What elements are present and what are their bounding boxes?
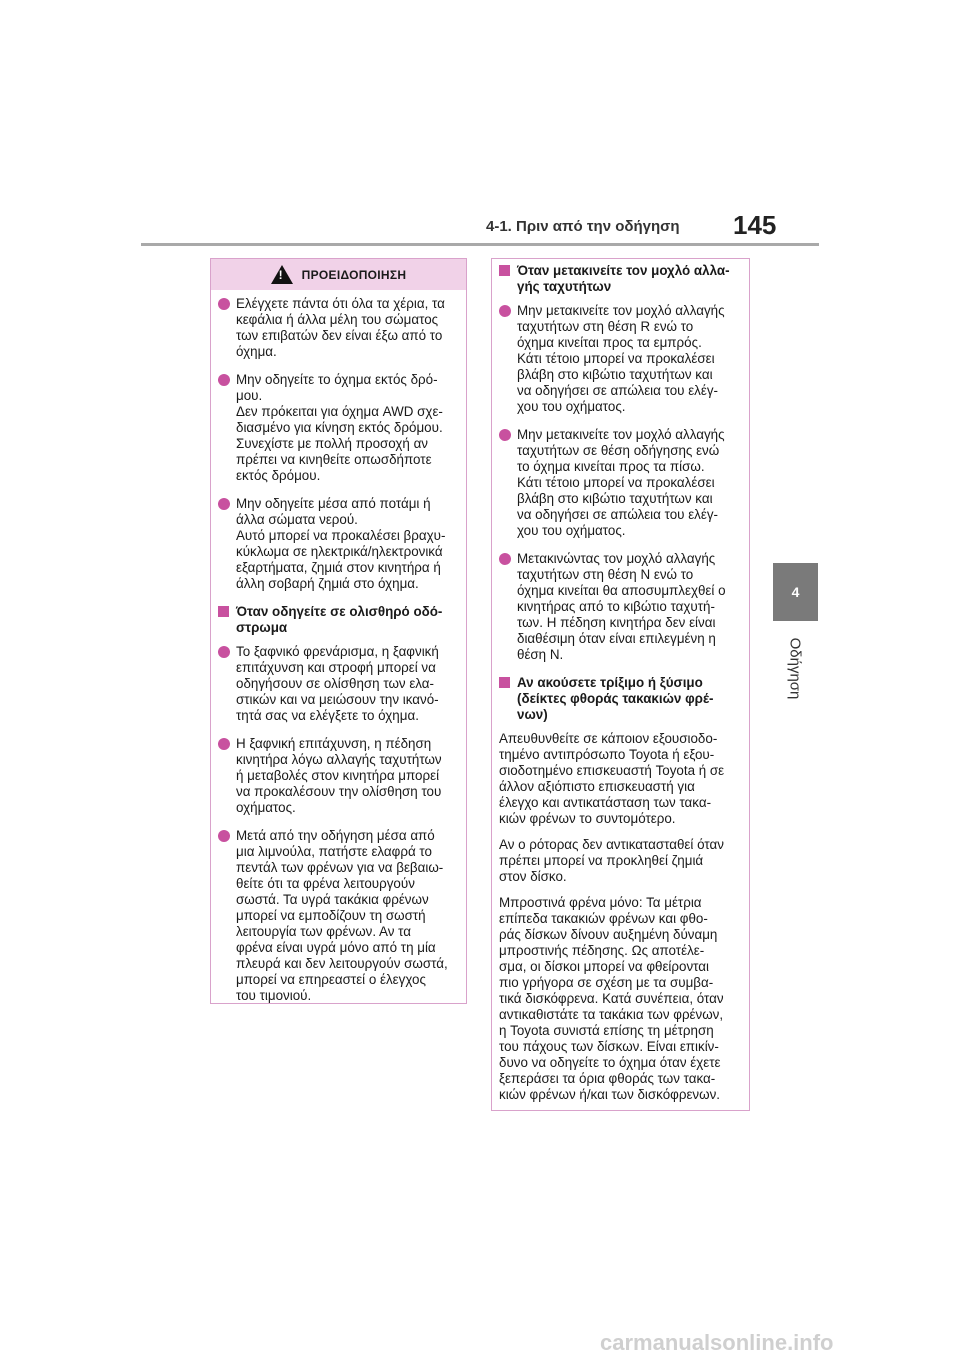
text-line: τημένο αντιπρόσωπο Toyota ή εξου- bbox=[499, 747, 715, 762]
text-line: κινητήρα λόγω αλλαγής ταχυτήτων bbox=[236, 752, 442, 767]
text-line: βλάβη στο κιβώτιο ταχυτήτων και bbox=[517, 367, 713, 382]
square-bullet-icon bbox=[218, 606, 229, 617]
text-line: διαθέσιμη όταν είναι επιλεγμένη η bbox=[517, 631, 716, 646]
round-bullet-icon bbox=[218, 646, 230, 658]
text-line: κεφάλια ή άλλα μέλη του σώματος bbox=[236, 312, 439, 327]
bullet-item bbox=[218, 644, 456, 724]
text-line: να οδηγήσει σε απώλεια του ελέγ- bbox=[517, 507, 719, 522]
text-line: εξαρτήματα, ζημιά στον κινητήρα ή bbox=[236, 560, 441, 575]
text-line: το όχημα κινείται προς τα πίσω. bbox=[517, 459, 705, 474]
info-box bbox=[491, 258, 750, 1111]
text-line: μια λιμνούλα, πατήστε ελαφρά το bbox=[236, 844, 432, 859]
text-line: Αυτό μπορεί να προκαλέσει βραχυ- bbox=[236, 528, 446, 543]
chapter-tab[interactable]: 4 bbox=[773, 563, 818, 621]
text-line: (δείκτες φθοράς τακακιών φρέ- bbox=[517, 691, 714, 706]
text-line: μπορεί να επηρεαστεί ο έλεγχος bbox=[236, 972, 426, 987]
watermark: carmanualsonline.info bbox=[600, 1330, 834, 1355]
text-line: ταχυτήτων στη θέση R ενώ το bbox=[517, 319, 694, 334]
text-line: πλευρά και δεν λειτουργούν σωστά, bbox=[236, 956, 448, 971]
section-heading bbox=[499, 263, 739, 295]
round-bullet-icon bbox=[499, 553, 511, 565]
page-number: 145 bbox=[733, 210, 777, 240]
text-line: οχήματος. bbox=[236, 800, 296, 815]
text-line: δυνο να οδηγείτε το όχημα όταν έχετε bbox=[499, 1055, 721, 1070]
bullet-item bbox=[218, 736, 456, 816]
text-line: άλλον αξιόπιστο επισκευαστή για bbox=[499, 779, 695, 794]
text-line: όχημα κινείται θα αποσυμπλεχθεί ο bbox=[517, 583, 726, 598]
text-line: μου. bbox=[236, 388, 263, 403]
text-line: κινητήρας από το κιβώτιο ταχυτή- bbox=[517, 599, 715, 614]
round-bullet-icon bbox=[499, 429, 511, 441]
warning-title: ΠΡΟΕΙΔΟΠΟΙΗΣΗ bbox=[301, 267, 407, 282]
text-line: η Toyota συνιστά επίσης τη μέτρηση bbox=[499, 1023, 714, 1038]
text-line: Κάτι τέτοιο μπορεί να προκαλέσει bbox=[517, 475, 715, 490]
text-line: άλλα σώματα νερού. bbox=[236, 512, 358, 527]
text-line: Η ξαφνική επιτάχυνση, η πέδηση bbox=[236, 736, 432, 751]
text-line: Μην οδηγείτε το όχημα εκτός δρό- bbox=[236, 372, 438, 387]
round-bullet-icon bbox=[218, 498, 230, 510]
text-line: Συνεχίστε με πολλή προσοχή αν bbox=[236, 436, 429, 451]
warning-body bbox=[211, 290, 466, 1004]
bullet-item bbox=[218, 296, 456, 360]
header-section-title: 4-1. Πριν από την οδήγηση bbox=[486, 218, 680, 235]
text-line: ταχυτήτων στη θέση N ενώ το bbox=[517, 567, 694, 582]
text-line: τητά σας να ελέγξετε το όχημα. bbox=[236, 708, 419, 723]
text-line: γής ταχυτήτων bbox=[517, 279, 612, 294]
section-heading bbox=[499, 675, 739, 723]
text-line: πρέπει να κινηθείτε οπωσδήποτε bbox=[236, 452, 432, 467]
text-line: Όταν οδηγείτε σε ολισθηρό οδό- bbox=[236, 604, 443, 619]
text-line: Κάτι τέτοιο μπορεί να προκαλέσει bbox=[517, 351, 715, 366]
text-line: επιτάχυνση και στροφή μπορεί να bbox=[236, 660, 436, 675]
text-line: πρέπει μπορεί να προκληθεί ζημιά bbox=[499, 853, 704, 868]
square-bullet-icon bbox=[499, 677, 510, 688]
text-line: Μετακινώντας τον μοχλό αλλαγής bbox=[517, 551, 716, 566]
text-line: σωστά. Τα υγρά τακάκια φρένων bbox=[236, 892, 429, 907]
round-bullet-icon bbox=[218, 738, 230, 750]
text-line: νων) bbox=[517, 707, 548, 722]
info-body bbox=[492, 259, 749, 1103]
text-line: κύκλωμα σε ηλεκτρικά/ηλεκτρονικά bbox=[236, 544, 443, 559]
text-line: Όταν μετακινείτε τον μοχλό αλλα- bbox=[517, 263, 730, 278]
bullet-item bbox=[218, 496, 456, 592]
text-line: θέση N. bbox=[517, 647, 564, 662]
text-line: θείτε ότι τα φρένα λειτουργούν bbox=[236, 876, 415, 891]
text-line: Μετά από την οδήγηση μέσα από bbox=[236, 828, 435, 843]
text-line: χου του οχήματος. bbox=[517, 399, 626, 414]
body-paragraph bbox=[499, 895, 739, 1103]
text-line: πιο γρήγορα σε σχέση με τα συμβα- bbox=[499, 975, 714, 990]
text-line: Δεν πρόκειται για όχημα AWD σχε- bbox=[236, 404, 443, 419]
text-line: να προκαλέσουν την ολίσθηση του bbox=[236, 784, 442, 799]
text-line: άλλη σοβαρή ζημιά στο όχημα. bbox=[236, 576, 419, 591]
text-line: μπορεί να εμποδίζουν τη σωστή bbox=[236, 908, 426, 923]
round-bullet-icon bbox=[218, 298, 230, 310]
bullet-item bbox=[499, 427, 739, 539]
text-line: σιοδοτημένο επισκευαστή Toyota ή σε bbox=[499, 763, 725, 778]
text-line: ή μεταβολές στον κινητήρα μπορεί bbox=[236, 768, 440, 783]
text-line: αντικαθιστάτε τα τακάκια των φρένων, bbox=[499, 1007, 724, 1022]
text-line: τικά δισκόφρενα. Κατά συνέπεια, όταν bbox=[499, 991, 724, 1006]
text-line: εκτός δρόμου. bbox=[236, 468, 321, 483]
text-line: φρένα είναι υγρά μόνο από τη μία bbox=[236, 940, 436, 955]
text-line: όχημα. bbox=[236, 344, 277, 359]
text-line: μπροστινής πέδησης. Ως αποτέλε- bbox=[499, 943, 705, 958]
text-line: Μην μετακινείτε τον μοχλό αλλαγής bbox=[517, 427, 725, 442]
text-line: Απευθυνθείτε σε κάποιον εξουσιοδο- bbox=[499, 731, 718, 746]
text-line: Αν ακούσετε τρίξιμο ή ξύσιμο bbox=[517, 675, 703, 690]
text-line: των επιβατών δεν είναι έξω από το bbox=[236, 328, 443, 343]
text-line: ταχυτήτων σε θέση οδήγησης ενώ bbox=[517, 443, 720, 458]
square-bullet-icon bbox=[499, 265, 510, 276]
text-line: βλάβη στο κιβώτιο ταχυτήτων και bbox=[517, 491, 713, 506]
text-line: έλεγχο και αντικατάσταση των τακα- bbox=[499, 795, 712, 810]
section-heading bbox=[218, 604, 456, 636]
text-line: στικών και να μειώσουν την ικανό- bbox=[236, 692, 439, 707]
round-bullet-icon bbox=[218, 830, 230, 842]
round-bullet-icon bbox=[499, 305, 511, 317]
header-rule bbox=[141, 243, 819, 246]
text-line: Ελέγχετε πάντα ότι όλα τα χέρια, τα bbox=[236, 296, 445, 311]
text-line: του πάχους των δίσκων. Είναι επικίν- bbox=[499, 1039, 719, 1054]
body-paragraph bbox=[499, 837, 739, 885]
text-line: Αν ο ρότορας δεν αντικατασταθεί όταν bbox=[499, 837, 724, 852]
text-line: λειτουργία των φρένων. Αν τα bbox=[236, 924, 411, 939]
text-line: κιών φρένων ή/και των δισκόφρενων. bbox=[499, 1087, 720, 1102]
chapter-label: Οδήγηση bbox=[786, 637, 804, 699]
body-paragraph bbox=[499, 731, 739, 827]
text-line: Μην οδηγείτε μέσα από ποτάμι ή bbox=[236, 496, 431, 511]
text-line: διασμένο για κίνηση εκτός δρόμου. bbox=[236, 420, 443, 435]
text-line: Μπροστινά φρένα μόνο: Τα μέτρια bbox=[499, 895, 702, 910]
bullet-item bbox=[218, 372, 456, 484]
text-line: στον δίσκο. bbox=[499, 869, 567, 884]
text-line: επίπεδα τακακιών φρένων και φθο- bbox=[499, 911, 708, 926]
text-line: Μην μετακινείτε τον μοχλό αλλαγής bbox=[517, 303, 725, 318]
text-line: πεντάλ των φρένων για να βεβαιω- bbox=[236, 860, 444, 875]
bullet-item bbox=[218, 828, 456, 1004]
text-line: ξεπεράσει τα όρια φθοράς των τακα- bbox=[499, 1071, 716, 1086]
text-line: του τιμονιού. bbox=[236, 988, 312, 1003]
text-line: Το ξαφνικό φρενάρισμα, η ξαφνική bbox=[236, 644, 439, 659]
round-bullet-icon bbox=[218, 374, 230, 386]
warning-header bbox=[211, 259, 466, 290]
text-line: ράς δίσκων δίνουν αυξημένη δύναμη bbox=[499, 927, 718, 942]
warning-box bbox=[210, 258, 467, 1004]
bullet-item bbox=[499, 551, 739, 663]
text-line: στρωμα bbox=[236, 620, 288, 635]
bullet-item bbox=[499, 303, 739, 415]
text-line: των. Η πέδηση κινητήρα δεν είναι bbox=[517, 615, 716, 630]
text-line: όχημα κινείται προς τα εμπρός. bbox=[517, 335, 702, 350]
text-line: να οδηγήσει σε απώλεια του ελέγ- bbox=[517, 383, 719, 398]
warning-icon bbox=[271, 265, 293, 284]
text-line: οδηγήσουν σε ολίσθηση των ελα- bbox=[236, 676, 434, 691]
text-line: σμα, οι δίσκοι μπορεί να φθείρονται bbox=[499, 959, 709, 974]
text-line: κιών φρένων το συντομότερο. bbox=[499, 811, 676, 826]
text-line: χου του οχήματος. bbox=[517, 523, 626, 538]
